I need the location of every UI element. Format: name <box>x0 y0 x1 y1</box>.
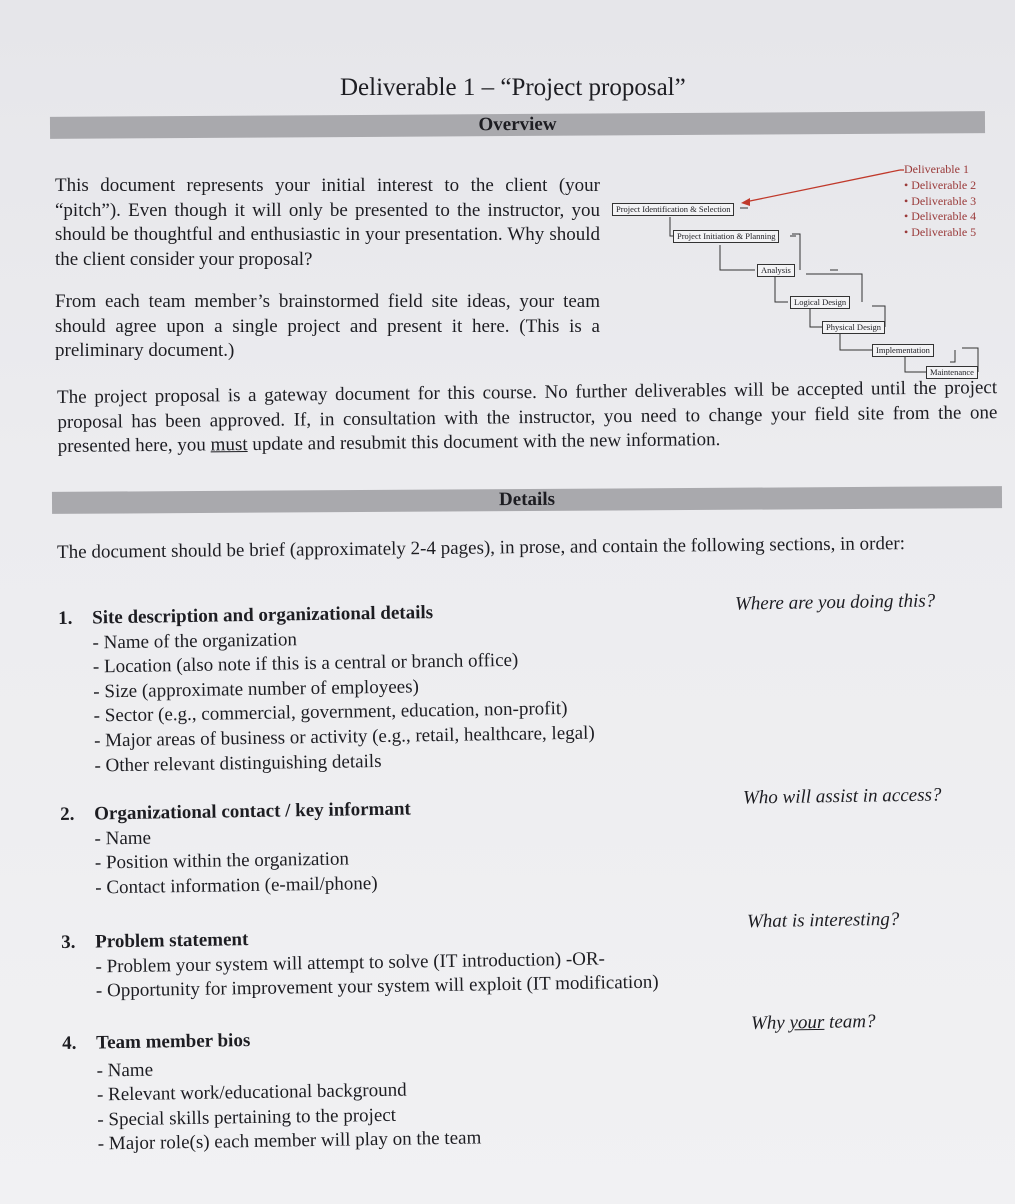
section-number: 4. <box>62 1032 77 1054</box>
section-number: 1. <box>58 607 73 629</box>
section-number: 2. <box>60 803 75 825</box>
section-4 <box>62 1025 481 1158</box>
list-item: - Relevant work/educational background <box>96 1079 407 1106</box>
section-title: Site description and organizational details <box>92 602 434 629</box>
section-1-question: Where are you doing this? <box>734 590 936 615</box>
details-intro: The document should be brief (approximately 2-4 pages), in prose, and contain the following sections, in order: <box>57 533 906 563</box>
details-header-bar <box>52 486 1002 514</box>
details-heading: Details <box>498 488 556 511</box>
list-item: - Size (approximate number of employees) <box>93 676 419 703</box>
step-project-initiation: Project Initiation & Planning <box>673 230 779 243</box>
legend-item: Deliverable 1 <box>904 162 969 176</box>
overview-paragraph-3 <box>57 376 998 459</box>
sdlc-waterfall-diagram <box>600 150 1000 390</box>
list-item: - Name <box>96 1059 154 1082</box>
list-item: - Contact information (e-mail/phone) <box>95 872 378 899</box>
step-physical-design: Physical Design <box>822 321 885 334</box>
section-3-question: What is interesting? <box>746 908 900 933</box>
section-title: Problem statement <box>95 929 249 953</box>
section-number: 3. <box>61 931 76 953</box>
step-maintenance: Maintenance <box>926 366 978 379</box>
section-2-question: Who will assist in access? <box>742 784 942 809</box>
list-item: - Major areas of business or activity (e.g., retail, healthcare, legal) <box>93 722 595 752</box>
overview-paragraph-1: This document represents your initial interest to the client (your “pitch”). Even though it will only be presented to the instructor, you should be thoughtful and enthusiastic in your presentation. Why should the client consider your proposal? <box>55 175 600 270</box>
document-title: Deliverable 1 – “Project proposal” <box>340 74 686 101</box>
section-1 <box>58 599 595 780</box>
section-title: Team member bios <box>96 1030 251 1054</box>
paragraph-3-text-b: update and resubmit this document with the new information. <box>247 429 721 456</box>
list-item: - Other relevant distinguishing details <box>94 750 382 777</box>
question-emphasis: your <box>789 1011 825 1034</box>
legend-item: • Deliverable 3 <box>904 193 977 208</box>
deliverables-legend <box>904 162 976 241</box>
legend-item: • Deliverable 2 <box>904 177 977 192</box>
list-item: - Position within the organization <box>94 848 350 874</box>
step-analysis: Analysis <box>757 264 795 277</box>
legend-item: • Deliverable 5 <box>904 225 977 240</box>
section-title: Organizational contact / key informant <box>94 798 411 825</box>
list-item: - Sector (e.g., commercial, government, education, non-profit) <box>93 698 568 727</box>
section-4-question <box>751 1011 876 1035</box>
list-item: - Special skills pertaining to the project <box>97 1104 397 1131</box>
overview-paragraph-2: From each team member’s brainstormed field site ideas, your team should agree upon a single project and present it here. (This is a preliminary document.) <box>55 291 600 361</box>
legend-item: • Deliverable 4 <box>904 209 977 224</box>
section-3 <box>61 922 659 1005</box>
emphasis-must: must <box>210 434 248 456</box>
list-item: - Opportunity for improvement your system will exploit (IT modification) <box>95 971 659 1002</box>
list-item: - Major role(s) each member will play on the team <box>97 1127 482 1155</box>
list-item: - Location (also note if this is a central or branch office) <box>92 649 519 678</box>
step-project-identification: Project Identification & Selection <box>612 203 734 216</box>
overview-header-bar <box>50 111 985 139</box>
question-text: Why <box>750 1012 790 1034</box>
list-item: - Problem your system will attempt to solve (IT introduction) -OR- <box>95 948 606 978</box>
overview-heading: Overview <box>478 113 557 136</box>
step-logical-design: Logical Design <box>790 296 850 309</box>
question-text: team? <box>824 1011 876 1033</box>
section-2 <box>60 797 412 901</box>
step-implementation: Implementation <box>872 344 934 357</box>
list-item: - Name <box>94 827 152 850</box>
paragraph-3-text-a: The project proposal is a gateway document for this course. No further deliverables will be accepted until the project proposal has been approved. If, in consultation with the instructor, you need to change your field site from the one presented here, you <box>57 377 998 457</box>
list-item: - Name of the organization <box>92 628 298 654</box>
